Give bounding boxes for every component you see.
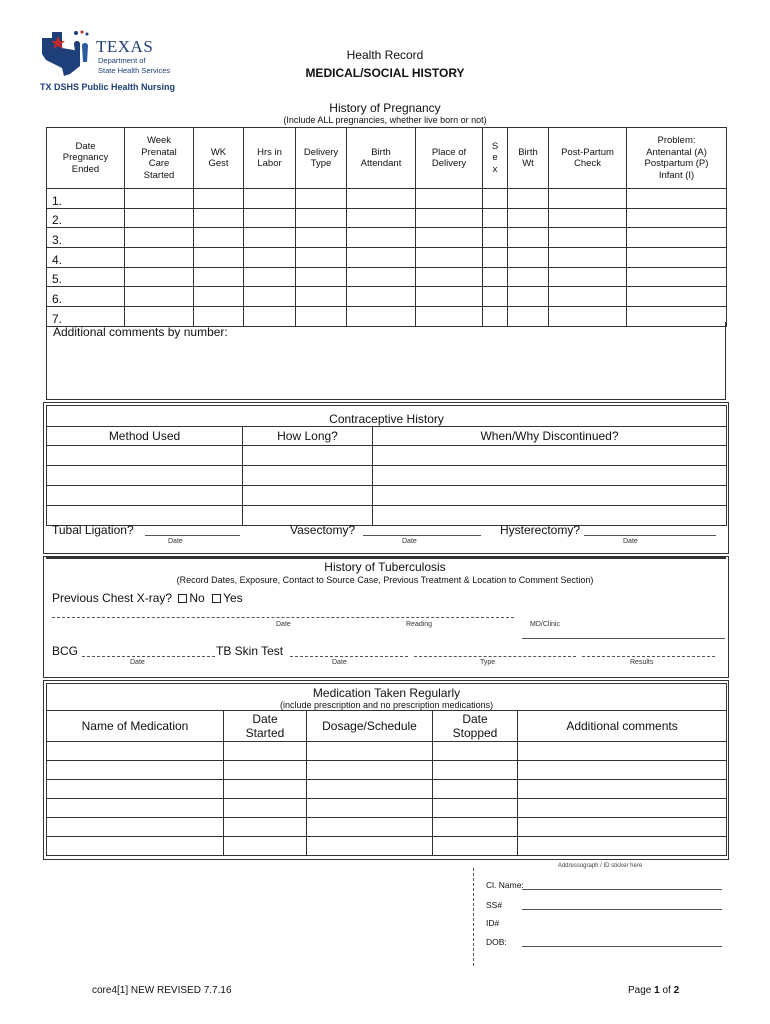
medication-cell[interactable] [433,761,518,780]
pregnancy-col-header-line: Check [574,158,601,169]
col-date-stopped [433,711,518,742]
page-prefix: Page [628,985,652,996]
pregnancy-cell[interactable] [508,267,549,287]
xray-yes-label: Yes [223,591,243,605]
how-long-cell[interactable] [243,446,373,466]
pregnancy-cell[interactable] [347,189,416,209]
pregnancy-col-header-line: Date [75,140,96,152]
pregnancy-cell[interactable] [627,287,727,307]
skin-test-date-label: Date [332,659,347,666]
how-long-cell[interactable] [243,466,373,486]
pregnancy-cell[interactable] [125,189,194,209]
table-row [47,208,727,228]
col-method-used: Method Used [47,427,243,446]
pregnancy-cell[interactable] [194,228,244,248]
bcg-date-label: Date [130,659,145,666]
header-subtitle: TX DSHS Public Health Nursing [40,82,176,92]
pregnancy-cell[interactable] [416,208,483,228]
medication-cell[interactable] [433,780,518,799]
id-label: ID# [486,918,500,928]
pregnancy-col-header [296,128,347,189]
medication-cell[interactable] [224,780,307,799]
method-cell[interactable] [47,466,243,486]
pregnancy-col-header-line: Gest [208,158,229,169]
medication-cell[interactable] [224,742,307,761]
form-id: core4[1] NEW REVISED 7.7.16 [92,985,232,996]
pregnancy-cell[interactable] [416,287,483,307]
pregnancy-col-header-line: x [492,163,498,175]
hysterectomy-field[interactable] [584,535,716,536]
pregnancy-col-header-line: Labor [257,158,282,169]
vasectomy-label: Vasectomy? [290,523,356,537]
bcg-label: BCG [52,644,79,658]
medication-cell[interactable] [224,818,307,837]
medication-cell[interactable] [47,818,224,837]
tb-divider [46,557,726,559]
page-subtitle: MEDICAL/SOCIAL HISTORY [305,66,465,80]
pregnancy-cell[interactable] [416,228,483,248]
method-cell[interactable] [47,446,243,466]
medication-cell[interactable] [47,742,224,761]
pregnancy-col-header-line: Postpartum (P) [644,158,709,169]
table-row [47,818,727,837]
medication-cell[interactable] [224,761,307,780]
medication-cell[interactable] [307,837,433,856]
pregnancy-col-header-line: Delivery [303,146,339,158]
page-title: Health Record [346,48,424,62]
xray-question [52,591,243,605]
bcg-field[interactable] [82,656,215,657]
pregnancy-col-header-line: Started [143,169,175,181]
medication-cell[interactable] [518,761,727,780]
method-cell[interactable] [47,486,243,506]
col-dosage: Dosage/Schedule [307,711,433,742]
pregnancy-col-header [627,128,727,189]
medication-title-cell [47,684,727,711]
pregnancy-cell[interactable] [125,208,194,228]
pregnancy-cell[interactable] [194,267,244,287]
page-current: 1 [654,985,660,996]
id-field[interactable] [522,927,722,928]
table-row [47,189,727,209]
pregnancy-cell[interactable] [483,208,508,228]
col-how-long: How Long? [243,427,373,446]
when-why-cell[interactable] [373,486,727,506]
col-date-started-l1: Date [252,712,278,726]
medication-cell[interactable] [433,742,518,761]
table-row [47,742,727,761]
pregnancy-cell[interactable] [244,267,296,287]
medication-title: Medication Taken Regularly [312,686,461,700]
xray-mdclinic-label: MD/Clinic [530,621,560,628]
medication-cell[interactable] [224,837,307,856]
pregnancy-row-number[interactable]: 3. [47,228,125,248]
pregnancy-cell[interactable] [549,248,627,268]
medication-cell[interactable] [433,837,518,856]
pregnancy-col-header-line: Birth [518,146,538,158]
pregnancy-cell[interactable] [627,228,727,248]
medication-table [46,683,727,856]
pregnancy-col-header [347,128,416,189]
medication-cell[interactable] [307,780,433,799]
pregnancy-col-header [483,128,508,189]
xray-no-label: No [189,591,205,605]
pregnancy-col-header-line: Infant (I) [658,169,695,181]
pregnancy-row-number[interactable]: 2. [47,208,125,228]
pregnancy-cell[interactable] [244,189,296,209]
pregnancy-cell[interactable] [549,189,627,209]
pregnancy-cell[interactable] [244,248,296,268]
tubal-ligation-field[interactable] [145,535,240,536]
pregnancy-col-header-line: Pregnancy [62,152,109,164]
medication-cell[interactable] [307,761,433,780]
pregnancy-table [46,127,727,327]
pregnancy-col-header-line: Attendant [360,158,402,169]
col-date-stopped-l1: Date [462,712,488,726]
col-additional-comments: Additional comments [518,711,727,742]
table-row [47,446,727,466]
pregnancy-cell[interactable] [549,208,627,228]
pregnancy-col-header-line: Hrs in [257,146,282,158]
xray-reading-label: Reading [406,621,433,628]
pregnancy-title: History of Pregnancy [329,101,441,115]
xray-mdclinic-field[interactable] [522,638,725,639]
cl-name-label: Cl. Name: [486,880,524,890]
table-row [47,761,727,780]
skin-test-results-label: Results [630,659,654,666]
pregnancy-cell[interactable] [483,189,508,209]
pregnancy-cell[interactable] [296,208,347,228]
pregnancy-col-header-line: Birth [371,146,391,158]
medication-cell[interactable] [518,742,727,761]
when-why-cell[interactable] [373,466,727,486]
pregnancy-col-header-line: Problem: [657,135,696,146]
pregnancy-col-header [508,128,549,189]
medication-cell[interactable] [47,837,224,856]
contraceptive-table [46,405,727,526]
pregnancy-cell[interactable] [194,208,244,228]
pregnancy-comments-box [46,322,726,400]
pregnancy-cell[interactable] [244,287,296,307]
logo-state: TEXAS [96,37,154,56]
medication-cell[interactable] [47,761,224,780]
pregnancy-cell[interactable] [549,287,627,307]
vasectomy-date-label: Date [402,538,417,545]
medication-cell[interactable] [433,818,518,837]
skin-test-type-field[interactable] [414,656,576,657]
pregnancy-cell[interactable] [347,267,416,287]
pregnancy-col-header-line: Type [310,158,332,169]
medication-cell[interactable] [518,780,727,799]
pregnancy-col-header-line: Care [148,158,170,169]
pregnancy-col-header-line: Ended [71,163,100,175]
pregnancy-col-header-line: Post-Partum [561,146,614,158]
table-row [47,780,727,799]
pregnancy-cell[interactable] [483,228,508,248]
pregnancy-cell[interactable] [627,189,727,209]
table-row [47,267,727,287]
pregnancy-col-header-line: Week [146,135,172,146]
table-row [47,287,727,307]
pregnancy-col-header [125,128,194,189]
pregnancy-cell[interactable] [125,287,194,307]
xray-date-label: Date [276,621,291,628]
pregnancy-col-header-line: Delivery [431,158,467,169]
dob-field[interactable] [522,946,722,947]
pregnancy-cell[interactable] [194,287,244,307]
sticker-note: Addressograph / ID sticker here [557,863,643,869]
col-date-started [224,711,307,742]
pregnancy-row-number[interactable]: 1. [47,189,125,209]
pregnancy-cell[interactable] [244,208,296,228]
pregnancy-row-number[interactable]: 6. [47,287,125,307]
logo-line2: State Health Services [98,66,171,75]
page-total: 2 [673,985,680,996]
col-medication-name: Name of Medication [47,711,224,742]
pregnancy-cell[interactable] [508,287,549,307]
pregnancy-cell[interactable] [483,248,508,268]
page-of: of [662,985,671,996]
pregnancy-cell[interactable] [508,208,549,228]
pregnancy-col-header [47,128,125,189]
pregnancy-cell[interactable] [125,248,194,268]
pregnancy-col-header-line: WK [210,146,227,158]
tubal-ligation-label: Tubal Ligation? [52,523,134,537]
pregnancy-cell[interactable] [244,228,296,248]
pregnancy-cell[interactable] [483,267,508,287]
pregnancy-col-header [549,128,627,189]
pregnancy-cell[interactable] [416,248,483,268]
pregnancy-cell[interactable] [508,248,549,268]
pregnancy-cell[interactable] [416,189,483,209]
pregnancy-cell[interactable] [347,228,416,248]
pregnancy-cell[interactable] [125,228,194,248]
xray-question-label: Previous Chest X-ray? [52,591,173,605]
pregnancy-cell[interactable] [627,208,727,228]
table-row [47,228,727,248]
tb-subtitle: (Record Dates, Exposure, Contact to Source Case, Previous Treatment & Location to Comment Section) [176,575,594,585]
pregnancy-cell[interactable] [125,267,194,287]
pregnancy-row-number[interactable]: 5. [47,267,125,287]
pregnancy-col-header [194,128,244,189]
table-row [47,486,727,506]
pregnancy-comments-label: Additional comments by number: [53,325,228,339]
pregnancy-subtitle: (Include ALL pregnancies, whether live born or not) [283,115,487,125]
pregnancy-col-header [416,128,483,189]
skin-test-label: TB Skin Test [216,644,284,658]
medication-cell[interactable] [518,818,727,837]
pregnancy-col-header-line: Prenatal [141,146,177,158]
table-row [47,248,727,268]
pregnancy-row-number[interactable]: 4. [47,248,125,268]
dob-label: DOB: [486,937,507,947]
hysterectomy-label: Hysterectomy? [500,523,581,537]
medication-cell[interactable] [518,837,727,856]
xray-no-checkbox[interactable] [178,594,187,603]
pregnancy-cell[interactable] [627,248,727,268]
page-number [628,985,679,996]
pregnancy-col-header-line: S [491,140,499,152]
pregnancy-cell[interactable] [296,189,347,209]
pregnancy-cell[interactable] [347,248,416,268]
col-date-started-l2: Started [245,726,285,740]
medication-cell[interactable] [307,799,433,818]
pregnancy-cell[interactable] [296,248,347,268]
pregnancy-cell[interactable] [549,228,627,248]
medication-subtitle: (include prescription and no prescription medications) [279,700,494,710]
pregnancy-cell[interactable] [508,228,549,248]
pregnancy-cell[interactable] [627,267,727,287]
ss-label: SS# [486,900,503,910]
xray-entry-field[interactable] [52,617,514,618]
vasectomy-field[interactable] [363,535,481,536]
col-when-why: When/Why Discontinued? [373,427,727,446]
pregnancy-col-header-line: Antenantal (A) [646,146,707,158]
pregnancy-cell[interactable] [194,248,244,268]
pregnancy-col-header-line: e [492,152,498,164]
table-row [47,506,727,526]
skin-test-date-field[interactable] [290,656,408,657]
pregnancy-cell[interactable] [549,267,627,287]
pregnancy-cell[interactable] [483,287,508,307]
pregnancy-cell[interactable] [194,189,244,209]
medication-cell[interactable] [307,818,433,837]
medication-cell[interactable] [433,799,518,818]
skin-test-results-field[interactable] [582,656,715,657]
pregnancy-row-number[interactable]: 7. [47,307,125,327]
pregnancy-cell[interactable] [296,228,347,248]
pregnancy-cell[interactable] [296,287,347,307]
hysterectomy-date-label: Date [623,538,638,545]
pregnancy-cell[interactable] [296,267,347,287]
sticker-divider [473,868,474,966]
pregnancy-header-row [47,128,727,189]
ss-field[interactable] [522,909,722,910]
xray-yes-checkbox[interactable] [212,594,221,603]
medication-cell[interactable] [307,742,433,761]
pregnancy-cell[interactable] [508,189,549,209]
skin-test-type-label: Type [480,659,496,666]
tubal-date-label: Date [168,538,183,545]
contraceptive-title: Contraceptive History [47,406,727,427]
medication-cell[interactable] [518,799,727,818]
medication-cell[interactable] [224,799,307,818]
medication-cell[interactable] [47,780,224,799]
how-long-cell[interactable] [243,486,373,506]
table-row [47,466,727,486]
tb-title: History of Tuberculosis [324,560,446,574]
logo-line1: Department of [98,56,146,65]
pregnancy-col-header-line: Place of [431,146,467,158]
pregnancy-cell[interactable] [416,267,483,287]
cl-name-field[interactable] [522,889,722,890]
table-row [47,837,727,856]
col-date-stopped-l2: Stopped [452,726,498,740]
pregnancy-col-header [244,128,296,189]
when-why-cell[interactable] [373,446,727,466]
medication-cell[interactable] [47,799,224,818]
pregnancy-cell[interactable] [347,287,416,307]
pregnancy-cell[interactable] [347,208,416,228]
pregnancy-col-header-line: Wt [522,158,534,169]
table-row [47,799,727,818]
